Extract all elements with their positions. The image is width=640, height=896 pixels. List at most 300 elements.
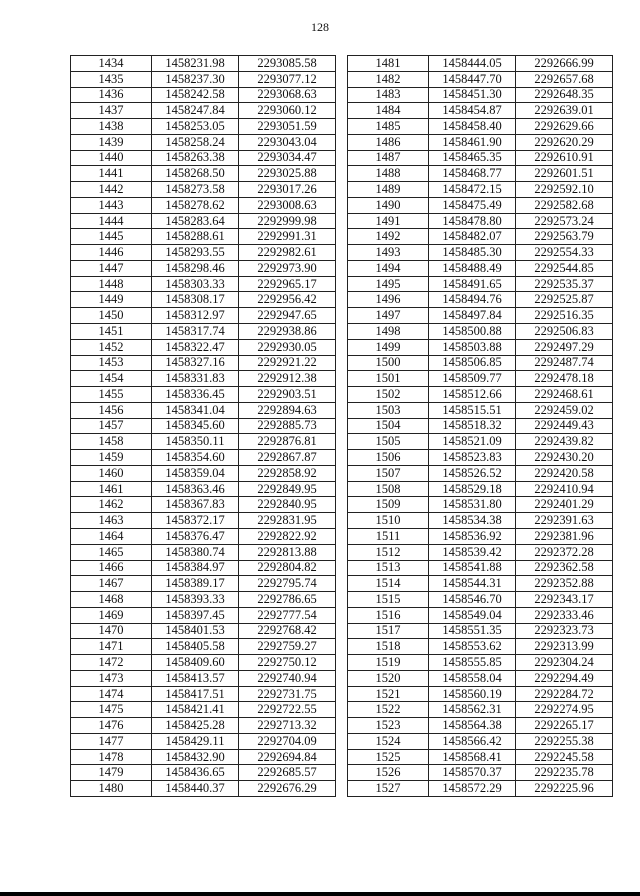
x-coordinate-cell: 1458363.46 (152, 481, 239, 497)
point-number-cell: 1461 (71, 481, 152, 497)
table-row (348, 639, 613, 655)
x-coordinate-cell: 1458401.53 (152, 623, 239, 639)
x-coordinate-cell: 1458367.83 (152, 497, 239, 513)
y-coordinate-cell: 2292525.87 (516, 292, 613, 308)
table-row (71, 481, 336, 497)
point-number-cell: 1492 (348, 229, 429, 245)
point-number-cell: 1488 (348, 166, 429, 182)
table-row (348, 371, 613, 387)
point-number-cell: 1438 (71, 119, 152, 135)
point-number-cell: 1470 (71, 623, 152, 639)
point-number-cell: 1495 (348, 276, 429, 292)
x-coordinate-cell: 1458539.42 (429, 544, 516, 560)
x-coordinate-cell: 1458534.38 (429, 513, 516, 529)
y-coordinate-cell: 2292930.05 (239, 339, 336, 355)
point-number-cell: 1516 (348, 607, 429, 623)
point-number-cell: 1494 (348, 260, 429, 276)
point-number-cell: 1519 (348, 655, 429, 671)
x-coordinate-cell: 1458372.17 (152, 513, 239, 529)
table-row (71, 434, 336, 450)
x-coordinate-cell: 1458485.30 (429, 245, 516, 261)
point-number-cell: 1448 (71, 276, 152, 292)
point-number-cell: 1475 (71, 702, 152, 718)
x-coordinate-cell: 1458494.76 (429, 292, 516, 308)
y-coordinate-cell: 2292294.49 (516, 670, 613, 686)
point-number-cell: 1504 (348, 418, 429, 434)
y-coordinate-cell: 2292938.86 (239, 324, 336, 340)
y-coordinate-cell: 2292629.66 (516, 119, 613, 135)
x-coordinate-cell: 1458465.35 (429, 150, 516, 166)
point-number-cell: 1490 (348, 197, 429, 213)
table-row (348, 260, 613, 276)
table-row (348, 229, 613, 245)
y-coordinate-cell: 2292516.35 (516, 308, 613, 324)
point-number-cell: 1481 (348, 56, 429, 72)
point-number-cell: 1520 (348, 670, 429, 686)
coordinate-table-right (347, 55, 613, 797)
y-coordinate-cell: 2292704.09 (239, 733, 336, 749)
table-row (348, 560, 613, 576)
x-coordinate-cell: 1458544.31 (429, 576, 516, 592)
x-coordinate-cell: 1458288.61 (152, 229, 239, 245)
point-number-cell: 1468 (71, 592, 152, 608)
table-row (71, 450, 336, 466)
point-number-cell: 1437 (71, 103, 152, 119)
x-coordinate-cell: 1458393.33 (152, 592, 239, 608)
x-coordinate-cell: 1458526.52 (429, 465, 516, 481)
y-coordinate-cell: 2292831.95 (239, 513, 336, 529)
x-coordinate-cell: 1458536.92 (429, 528, 516, 544)
y-coordinate-cell: 2292965.17 (239, 276, 336, 292)
point-number-cell: 1491 (348, 213, 429, 229)
x-coordinate-cell: 1458303.33 (152, 276, 239, 292)
x-coordinate-cell: 1458529.18 (429, 481, 516, 497)
y-coordinate-cell: 2292685.57 (239, 765, 336, 781)
x-coordinate-cell: 1458512.66 (429, 387, 516, 403)
table-row (348, 119, 613, 135)
y-coordinate-cell: 2292304.24 (516, 655, 613, 671)
x-coordinate-cell: 1458308.17 (152, 292, 239, 308)
y-coordinate-cell: 2292840.95 (239, 497, 336, 513)
table-row (71, 292, 336, 308)
point-number-cell: 1456 (71, 402, 152, 418)
table-row (71, 276, 336, 292)
x-coordinate-cell: 1458354.60 (152, 450, 239, 466)
x-coordinate-cell: 1458461.90 (429, 134, 516, 150)
point-number-cell: 1506 (348, 450, 429, 466)
y-coordinate-cell: 2292554.33 (516, 245, 613, 261)
point-number-cell: 1471 (71, 639, 152, 655)
y-coordinate-cell: 2292722.55 (239, 702, 336, 718)
table-row (348, 103, 613, 119)
x-coordinate-cell: 1458509.77 (429, 371, 516, 387)
coordinate-table-left (70, 55, 336, 797)
table-row (348, 71, 613, 87)
x-coordinate-cell: 1458258.24 (152, 134, 239, 150)
table-row (71, 670, 336, 686)
x-coordinate-cell: 1458541.88 (429, 560, 516, 576)
point-number-cell: 1518 (348, 639, 429, 655)
y-coordinate-cell: 2292362.58 (516, 560, 613, 576)
table-row (71, 182, 336, 198)
point-number-cell: 1469 (71, 607, 152, 623)
table-row (348, 434, 613, 450)
table-row (71, 497, 336, 513)
table-row (71, 213, 336, 229)
x-coordinate-cell: 1458425.28 (152, 718, 239, 734)
x-coordinate-cell: 1458515.51 (429, 402, 516, 418)
y-coordinate-cell: 2292420.58 (516, 465, 613, 481)
table-row (348, 670, 613, 686)
x-coordinate-cell: 1458405.58 (152, 639, 239, 655)
table-row (71, 765, 336, 781)
point-number-cell: 1447 (71, 260, 152, 276)
point-number-cell: 1439 (71, 134, 152, 150)
y-coordinate-cell: 2292313.99 (516, 639, 613, 655)
x-coordinate-cell: 1458384.97 (152, 560, 239, 576)
table-row (348, 150, 613, 166)
y-coordinate-cell: 2292813.88 (239, 544, 336, 560)
table-row (348, 592, 613, 608)
x-coordinate-cell: 1458572.29 (429, 781, 516, 797)
x-coordinate-cell: 1458341.04 (152, 402, 239, 418)
point-number-cell: 1467 (71, 576, 152, 592)
x-coordinate-cell: 1458417.51 (152, 686, 239, 702)
y-coordinate-cell: 2292468.61 (516, 387, 613, 403)
y-coordinate-cell: 2292795.74 (239, 576, 336, 592)
y-coordinate-cell: 2292858.92 (239, 465, 336, 481)
x-coordinate-cell: 1458521.09 (429, 434, 516, 450)
point-number-cell: 1485 (348, 119, 429, 135)
table-row (71, 686, 336, 702)
y-coordinate-cell: 2292573.24 (516, 213, 613, 229)
y-coordinate-cell: 2292777.54 (239, 607, 336, 623)
point-number-cell: 1513 (348, 560, 429, 576)
point-number-cell: 1444 (71, 213, 152, 229)
table-row (348, 339, 613, 355)
table-row (348, 418, 613, 434)
table-row (348, 607, 613, 623)
point-number-cell: 1507 (348, 465, 429, 481)
y-coordinate-cell: 2292731.75 (239, 686, 336, 702)
y-coordinate-cell: 2292487.74 (516, 355, 613, 371)
table-row (71, 245, 336, 261)
table-row (348, 450, 613, 466)
table-row (71, 749, 336, 765)
table-row (348, 166, 613, 182)
point-number-cell: 1484 (348, 103, 429, 119)
table-row (71, 371, 336, 387)
y-coordinate-cell: 2292245.58 (516, 749, 613, 765)
x-coordinate-cell: 1458413.57 (152, 670, 239, 686)
table-row (71, 150, 336, 166)
table-row (71, 134, 336, 150)
y-coordinate-cell: 2292439.82 (516, 434, 613, 450)
y-coordinate-cell: 2292582.68 (516, 197, 613, 213)
table-row (348, 465, 613, 481)
point-number-cell: 1499 (348, 339, 429, 355)
table-row (71, 103, 336, 119)
point-number-cell: 1508 (348, 481, 429, 497)
y-coordinate-cell: 2292867.87 (239, 450, 336, 466)
point-number-cell: 1483 (348, 87, 429, 103)
x-coordinate-cell: 1458331.83 (152, 371, 239, 387)
x-coordinate-cell: 1458553.62 (429, 639, 516, 655)
x-coordinate-cell: 1458570.37 (429, 765, 516, 781)
x-coordinate-cell: 1458247.84 (152, 103, 239, 119)
point-number-cell: 1450 (71, 308, 152, 324)
y-coordinate-cell: 2292410.94 (516, 481, 613, 497)
table-row (71, 197, 336, 213)
point-number-cell: 1474 (71, 686, 152, 702)
y-coordinate-cell: 2292235.78 (516, 765, 613, 781)
point-number-cell: 1477 (71, 733, 152, 749)
y-coordinate-cell: 2292982.61 (239, 245, 336, 261)
table-row (348, 528, 613, 544)
y-coordinate-cell: 2292676.29 (239, 781, 336, 797)
y-coordinate-cell: 2292822.92 (239, 528, 336, 544)
point-number-cell: 1449 (71, 292, 152, 308)
table-row (71, 702, 336, 718)
y-coordinate-cell: 2292255.38 (516, 733, 613, 749)
x-coordinate-cell: 1458376.47 (152, 528, 239, 544)
table-row (71, 528, 336, 544)
x-coordinate-cell: 1458555.85 (429, 655, 516, 671)
y-coordinate-cell: 2292506.83 (516, 324, 613, 340)
y-coordinate-cell: 2292592.10 (516, 182, 613, 198)
scan-edge-bar (0, 892, 640, 896)
y-coordinate-cell: 2292274.95 (516, 702, 613, 718)
table-row (71, 544, 336, 560)
x-coordinate-cell: 1458568.41 (429, 749, 516, 765)
y-coordinate-cell: 2292694.84 (239, 749, 336, 765)
point-number-cell: 1489 (348, 182, 429, 198)
point-number-cell: 1463 (71, 513, 152, 529)
table-row (348, 276, 613, 292)
table-row (71, 260, 336, 276)
point-number-cell: 1435 (71, 71, 152, 87)
x-coordinate-cell: 1458551.35 (429, 623, 516, 639)
point-number-cell: 1493 (348, 245, 429, 261)
table-row (71, 324, 336, 340)
y-coordinate-cell: 2292620.29 (516, 134, 613, 150)
x-coordinate-cell: 1458293.55 (152, 245, 239, 261)
table-row (348, 718, 613, 734)
table-row (71, 639, 336, 655)
point-number-cell: 1436 (71, 87, 152, 103)
y-coordinate-cell: 2292991.31 (239, 229, 336, 245)
y-coordinate-cell: 2292786.65 (239, 592, 336, 608)
table-row (71, 308, 336, 324)
x-coordinate-cell: 1458506.85 (429, 355, 516, 371)
point-number-cell: 1509 (348, 497, 429, 513)
point-number-cell: 1510 (348, 513, 429, 529)
y-coordinate-cell: 2292284.72 (516, 686, 613, 702)
point-number-cell: 1465 (71, 544, 152, 560)
table-row (71, 513, 336, 529)
point-number-cell: 1459 (71, 450, 152, 466)
x-coordinate-cell: 1458359.04 (152, 465, 239, 481)
y-coordinate-cell: 2292610.91 (516, 150, 613, 166)
table-row (348, 576, 613, 592)
y-coordinate-cell: 2292478.18 (516, 371, 613, 387)
table-row (348, 623, 613, 639)
y-coordinate-cell: 2293068.63 (239, 87, 336, 103)
point-number-cell: 1498 (348, 324, 429, 340)
y-coordinate-cell: 2293085.58 (239, 56, 336, 72)
point-number-cell: 1478 (71, 749, 152, 765)
x-coordinate-cell: 1458421.41 (152, 702, 239, 718)
table-row (348, 182, 613, 198)
y-coordinate-cell: 2293017.26 (239, 182, 336, 198)
x-coordinate-cell: 1458531.80 (429, 497, 516, 513)
x-coordinate-cell: 1458468.77 (429, 166, 516, 182)
point-number-cell: 1440 (71, 150, 152, 166)
table-row (348, 497, 613, 513)
table-row (71, 339, 336, 355)
point-number-cell: 1473 (71, 670, 152, 686)
y-coordinate-cell: 2293043.04 (239, 134, 336, 150)
point-number-cell: 1472 (71, 655, 152, 671)
table-row (348, 765, 613, 781)
x-coordinate-cell: 1458491.65 (429, 276, 516, 292)
table-row (348, 213, 613, 229)
table-row (348, 387, 613, 403)
point-number-cell: 1527 (348, 781, 429, 797)
point-number-cell: 1496 (348, 292, 429, 308)
table-row (348, 749, 613, 765)
coordinate-table-left-body (71, 56, 336, 797)
y-coordinate-cell: 2292999.98 (239, 213, 336, 229)
x-coordinate-cell: 1458440.37 (152, 781, 239, 797)
point-number-cell: 1526 (348, 765, 429, 781)
y-coordinate-cell: 2292430.20 (516, 450, 613, 466)
point-number-cell: 1441 (71, 166, 152, 182)
x-coordinate-cell: 1458237.30 (152, 71, 239, 87)
table-row (348, 245, 613, 261)
table-row (71, 733, 336, 749)
point-number-cell: 1522 (348, 702, 429, 718)
point-number-cell: 1455 (71, 387, 152, 403)
table-row (71, 56, 336, 72)
x-coordinate-cell: 1458458.40 (429, 119, 516, 135)
point-number-cell: 1497 (348, 308, 429, 324)
y-coordinate-cell: 2292947.65 (239, 308, 336, 324)
x-coordinate-cell: 1458444.05 (429, 56, 516, 72)
point-number-cell: 1445 (71, 229, 152, 245)
table-row (348, 197, 613, 213)
x-coordinate-cell: 1458397.45 (152, 607, 239, 623)
point-number-cell: 1514 (348, 576, 429, 592)
point-number-cell: 1442 (71, 182, 152, 198)
point-number-cell: 1446 (71, 245, 152, 261)
table-row (71, 465, 336, 481)
table-row (71, 87, 336, 103)
x-coordinate-cell: 1458558.04 (429, 670, 516, 686)
point-number-cell: 1525 (348, 749, 429, 765)
y-coordinate-cell: 2292544.85 (516, 260, 613, 276)
y-coordinate-cell: 2292323.73 (516, 623, 613, 639)
table-row (71, 607, 336, 623)
x-coordinate-cell: 1458546.70 (429, 592, 516, 608)
point-number-cell: 1523 (348, 718, 429, 734)
y-coordinate-cell: 2293025.88 (239, 166, 336, 182)
y-coordinate-cell: 2292973.90 (239, 260, 336, 276)
y-coordinate-cell: 2292768.42 (239, 623, 336, 639)
y-coordinate-cell: 2292333.46 (516, 607, 613, 623)
table-row (348, 655, 613, 671)
table-row (71, 623, 336, 639)
y-coordinate-cell: 2292903.51 (239, 387, 336, 403)
point-number-cell: 1500 (348, 355, 429, 371)
x-coordinate-cell: 1458409.60 (152, 655, 239, 671)
table-row (71, 781, 336, 797)
x-coordinate-cell: 1458562.31 (429, 702, 516, 718)
point-number-cell: 1502 (348, 387, 429, 403)
x-coordinate-cell: 1458497.84 (429, 308, 516, 324)
y-coordinate-cell: 2292912.38 (239, 371, 336, 387)
x-coordinate-cell: 1458518.32 (429, 418, 516, 434)
y-coordinate-cell: 2292750.12 (239, 655, 336, 671)
table-row (348, 513, 613, 529)
y-coordinate-cell: 2292921.22 (239, 355, 336, 371)
point-number-cell: 1511 (348, 528, 429, 544)
x-coordinate-cell: 1458350.11 (152, 434, 239, 450)
y-coordinate-cell: 2292343.17 (516, 592, 613, 608)
point-number-cell: 1521 (348, 686, 429, 702)
table-row (348, 134, 613, 150)
table-row (71, 718, 336, 734)
table-row (71, 71, 336, 87)
table-row (348, 308, 613, 324)
point-number-cell: 1501 (348, 371, 429, 387)
y-coordinate-cell: 2292535.37 (516, 276, 613, 292)
page-number: 128 (311, 20, 329, 34)
point-number-cell: 1503 (348, 402, 429, 418)
x-coordinate-cell: 1458454.87 (429, 103, 516, 119)
y-coordinate-cell: 2292849.95 (239, 481, 336, 497)
x-coordinate-cell: 1458549.04 (429, 607, 516, 623)
point-number-cell: 1454 (71, 371, 152, 387)
x-coordinate-cell: 1458322.47 (152, 339, 239, 355)
table-row (71, 402, 336, 418)
x-coordinate-cell: 1458478.80 (429, 213, 516, 229)
table-row (348, 324, 613, 340)
y-coordinate-cell: 2292265.17 (516, 718, 613, 734)
x-coordinate-cell: 1458278.62 (152, 197, 239, 213)
table-row (348, 702, 613, 718)
point-number-cell: 1486 (348, 134, 429, 150)
x-coordinate-cell: 1458268.50 (152, 166, 239, 182)
x-coordinate-cell: 1458273.58 (152, 182, 239, 198)
table-row (71, 229, 336, 245)
x-coordinate-cell: 1458472.15 (429, 182, 516, 198)
point-number-cell: 1517 (348, 623, 429, 639)
y-coordinate-cell: 2292648.35 (516, 87, 613, 103)
y-coordinate-cell: 2292759.27 (239, 639, 336, 655)
y-coordinate-cell: 2292666.99 (516, 56, 613, 72)
y-coordinate-cell: 2292601.51 (516, 166, 613, 182)
point-number-cell: 1524 (348, 733, 429, 749)
y-coordinate-cell: 2292401.29 (516, 497, 613, 513)
point-number-cell: 1466 (71, 560, 152, 576)
table-row (348, 781, 613, 797)
table-row (71, 576, 336, 592)
point-number-cell: 1476 (71, 718, 152, 734)
y-coordinate-cell: 2293060.12 (239, 103, 336, 119)
x-coordinate-cell: 1458488.49 (429, 260, 516, 276)
x-coordinate-cell: 1458429.11 (152, 733, 239, 749)
